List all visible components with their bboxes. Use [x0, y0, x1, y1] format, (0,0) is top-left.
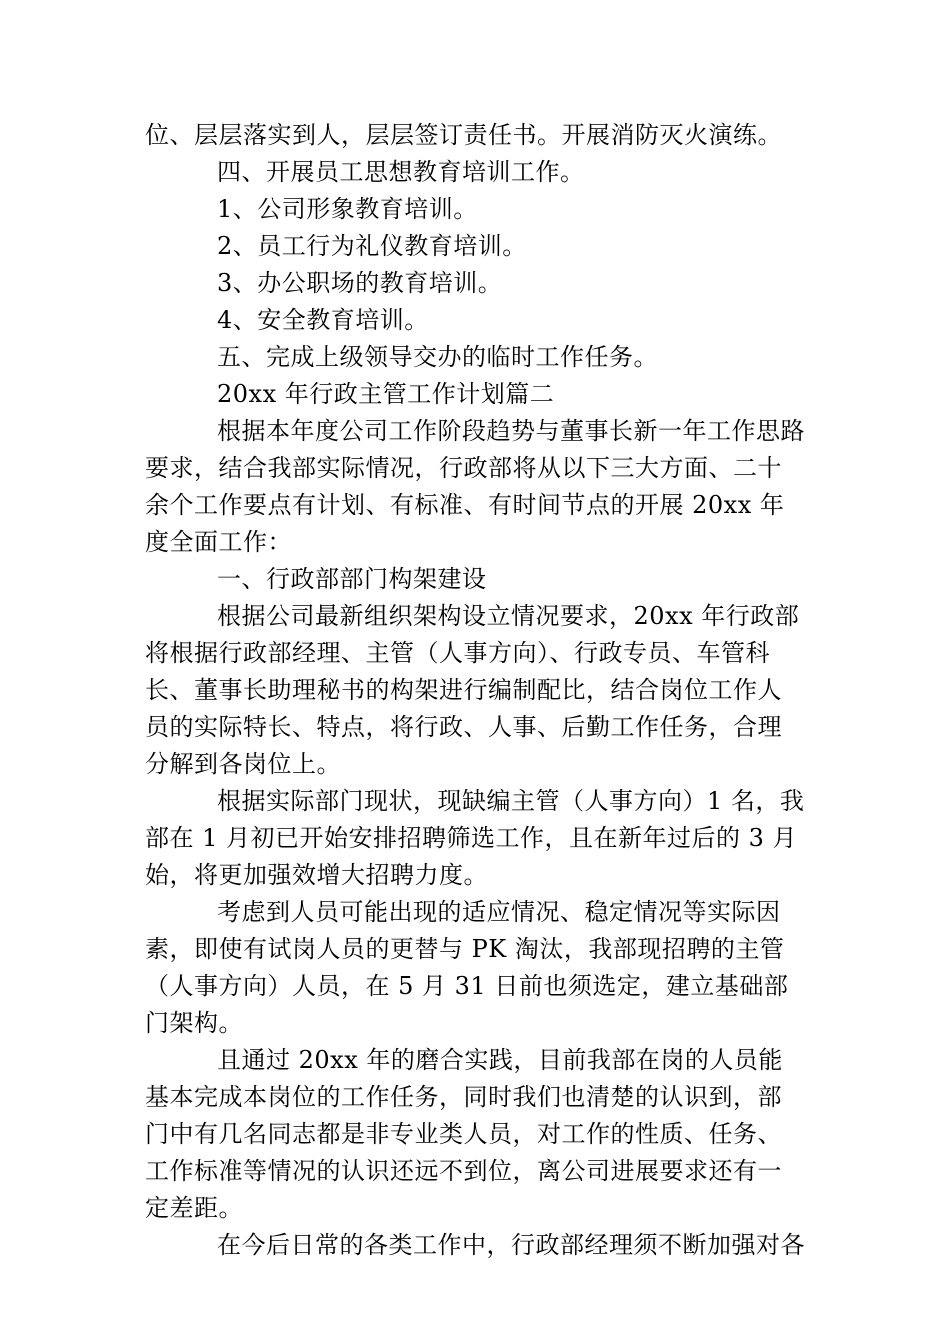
paragraph: 五、完成上级领导交办的临时工作任务。 [217, 343, 658, 371]
paragraph: 位、层层落实到人，层层签订责任书。开展消防灭火演练。 [145, 121, 782, 149]
paragraph: 考虑到人员可能出现的适应情况、稳定情况等实际因素，即使有试岗人员的更替与 PK 淘汰，我部现招聘的主管（人事方向）人员，在 5 月 31 日前也须选定，建立基础部门架构。 [145, 898, 789, 1037]
document-body [145, 117, 805, 1264]
paragraph: 根据公司最新组织架构设立情况要求，20xx 年行政部将根据行政部经理、主管（人事方向）、行政专员、车管科长、董事长助理秘书的构架进行编制配比，结合岗位工作人员的实际特长、特点，将行政、人事、后勤工作任务，合理分解到各岗位上。 [145, 602, 800, 778]
paragraph: 在今后日常的各类工作中，行政部经理须不断加强对各 [217, 1231, 805, 1259]
section-heading: 20xx 年行政主管工作计划篇二 [217, 380, 555, 408]
paragraph: 3、办公职场的教育培训。 [217, 269, 503, 297]
paragraph: 四、开展员工思想教育培训工作。 [217, 158, 585, 186]
paragraph: 一、行政部部门构架建设 [217, 565, 487, 593]
paragraph: 4、安全教育培训。 [217, 306, 429, 334]
paragraph: 根据实际部门现状，现缺编主管（人事方向）1 名，我部在 1 月初已开始安排招聘筛选工作，且在新年过后的 3 月始，将更加强效增大招聘力度。 [145, 787, 805, 889]
paragraph: 且通过 20xx 年的磨合实践，目前我部在岗的人员能基本完成本岗位的工作任务，同时我们也清楚的认识到，部门中有几名同志都是非专业类人员，对工作的性质、任务、工作标准等情况的认识还远不到位，离公司进展要求还有一定差距。 [145, 1046, 783, 1222]
paragraph: 2、员工行为礼仪教育培训。 [217, 232, 527, 260]
paragraph: 根据本年度公司工作阶段趋势与董事长新一年工作思路要求，结合我部实际情况，行政部将从以下三大方面、二十余个工作要点有计划、有标准、有时间节点的开展 20xx 年度全面工作： [145, 417, 805, 556]
paragraph: 1、公司形象教育培训。 [217, 195, 478, 223]
